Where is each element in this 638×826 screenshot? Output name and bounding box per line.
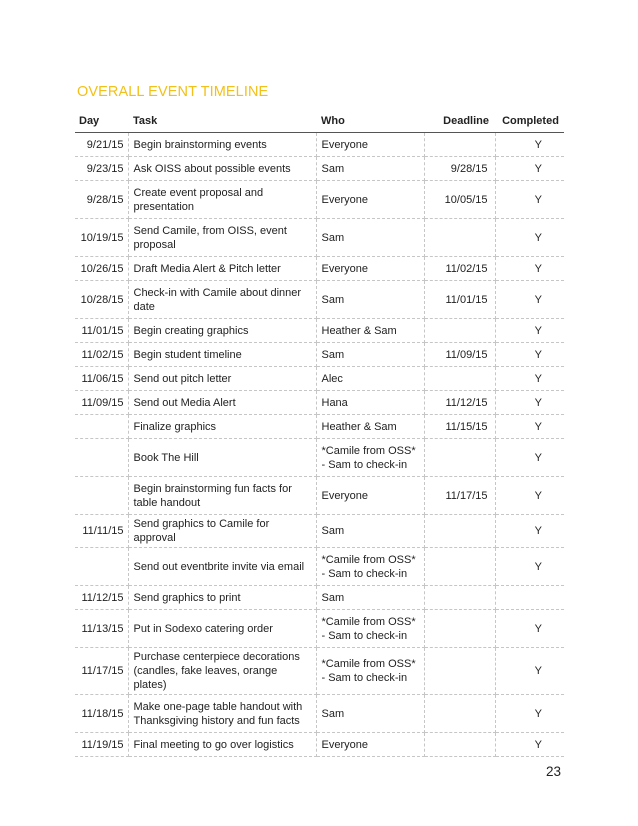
table-row [75,515,564,548]
cell-task: Send out Media Alert [128,391,316,415]
cell-deadline [424,367,495,391]
cell-completed: Y [495,257,564,281]
table-row [75,257,564,281]
column-header-deadline: Deadline [424,109,495,133]
table-row [75,610,564,648]
column-header-who: Who [316,109,424,133]
cell-day: 11/19/15 [75,733,128,757]
cell-who: Heather & Sam [316,415,424,439]
cell-deadline [424,648,495,695]
cell-task: Begin brainstorming fun facts for table handout [128,477,316,515]
cell-completed: Y [495,281,564,319]
cell-who: Everyone [316,181,424,219]
cell-task: Final meeting to go over logistics [128,733,316,757]
table-row [75,391,564,415]
cell-day: 11/12/15 [75,586,128,610]
section-heading: OVERALL EVENT TIMELINE [77,84,269,100]
cell-completed: Y [495,367,564,391]
cell-completed: Y [495,610,564,648]
cell-day [75,415,128,439]
cell-day: 11/01/15 [75,319,128,343]
table-row [75,733,564,757]
cell-deadline [424,548,495,586]
table-row [75,648,564,695]
table-row [75,477,564,515]
cell-deadline: 11/02/15 [424,257,495,281]
cell-who: Sam [316,219,424,257]
cell-task: Finalize graphics [128,415,316,439]
cell-task: Send graphics to Camile for approval [128,515,316,548]
cell-completed: Y [495,181,564,219]
cell-who: Everyone [316,477,424,515]
cell-day: 11/17/15 [75,648,128,695]
table-row [75,319,564,343]
table-row [75,133,564,157]
cell-day [75,439,128,477]
cell-deadline [424,319,495,343]
cell-task: Begin brainstorming events [128,133,316,157]
cell-day: 11/09/15 [75,391,128,415]
table-row [75,415,564,439]
cell-who: Everyone [316,257,424,281]
cell-completed: Y [495,219,564,257]
table-row [75,157,564,181]
cell-deadline: 9/28/15 [424,157,495,181]
cell-completed: Y [495,439,564,477]
cell-who: Heather & Sam [316,319,424,343]
cell-deadline [424,133,495,157]
cell-day: 9/23/15 [75,157,128,181]
cell-task: Send out eventbrite invite via email [128,548,316,586]
cell-day: 11/18/15 [75,695,128,733]
cell-task: Purchase centerpiece decorations (candles, fake leaves, orange plates) [128,648,316,695]
cell-task: Book The Hill [128,439,316,477]
cell-who: Everyone [316,733,424,757]
column-header-task: Task [128,109,316,133]
cell-completed: Y [495,648,564,695]
cell-deadline [424,219,495,257]
table-body [75,133,564,757]
table-row [75,219,564,257]
cell-day: 10/26/15 [75,257,128,281]
cell-deadline [424,439,495,477]
cell-task: Create event proposal and presentation [128,181,316,219]
cell-task: Check-in with Camile about dinner date [128,281,316,319]
cell-task: Ask OISS about possible events [128,157,316,181]
cell-who: Sam [316,157,424,181]
cell-day: 9/28/15 [75,181,128,219]
table-row [75,439,564,477]
cell-who: *Camile from OSS* - Sam to check-in [316,548,424,586]
cell-completed [495,586,564,610]
cell-task: Begin student timeline [128,343,316,367]
cell-who: Hana [316,391,424,415]
cell-completed: Y [495,391,564,415]
cell-deadline: 11/15/15 [424,415,495,439]
table-row [75,586,564,610]
cell-completed: Y [495,157,564,181]
table-row [75,367,564,391]
cell-day: 11/11/15 [75,515,128,548]
table-row [75,281,564,319]
event-timeline-table [75,109,564,757]
table-row [75,181,564,219]
table-row [75,548,564,586]
cell-day: 9/21/15 [75,133,128,157]
cell-who: *Camile from OSS* - Sam to check-in [316,610,424,648]
cell-who: Sam [316,515,424,548]
cell-task: Send out pitch letter [128,367,316,391]
cell-deadline: 11/01/15 [424,281,495,319]
table-row [75,695,564,733]
cell-day: 11/02/15 [75,343,128,367]
cell-day: 11/06/15 [75,367,128,391]
cell-completed: Y [495,477,564,515]
cell-deadline [424,610,495,648]
cell-completed: Y [495,548,564,586]
cell-deadline: 11/17/15 [424,477,495,515]
cell-who: *Camile from OSS* - Sam to check-in [316,648,424,695]
cell-who: Sam [316,586,424,610]
cell-who: Alec [316,367,424,391]
cell-deadline [424,515,495,548]
cell-completed: Y [495,695,564,733]
cell-day: 10/28/15 [75,281,128,319]
cell-day [75,548,128,586]
cell-who: Sam [316,695,424,733]
cell-completed: Y [495,733,564,757]
cell-completed: Y [495,319,564,343]
cell-day: 10/19/15 [75,219,128,257]
cell-who: *Camile from OSS* - Sam to check-in [316,439,424,477]
cell-task: Begin creating graphics [128,319,316,343]
cell-task: Draft Media Alert & Pitch letter [128,257,316,281]
column-header-completed: Completed [495,109,564,133]
cell-who: Sam [316,343,424,367]
cell-task: Put in Sodexo catering order [128,610,316,648]
cell-task: Send Camile, from OISS, event proposal [128,219,316,257]
cell-who: Sam [316,281,424,319]
cell-deadline: 11/09/15 [424,343,495,367]
cell-day: 11/13/15 [75,610,128,648]
cell-completed: Y [495,415,564,439]
cell-deadline: 11/12/15 [424,391,495,415]
cell-deadline [424,733,495,757]
cell-who: Everyone [316,133,424,157]
cell-task: Make one-page table handout with Thanksgiving history and fun facts [128,695,316,733]
cell-completed: Y [495,133,564,157]
table-header-row [75,109,564,133]
cell-completed: Y [495,515,564,548]
page-number: 23 [546,764,562,779]
cell-day [75,477,128,515]
cell-deadline [424,586,495,610]
cell-deadline: 10/05/15 [424,181,495,219]
cell-deadline [424,695,495,733]
cell-completed: Y [495,343,564,367]
cell-task: Send graphics to print [128,586,316,610]
column-header-day: Day [75,109,128,133]
table-row [75,343,564,367]
